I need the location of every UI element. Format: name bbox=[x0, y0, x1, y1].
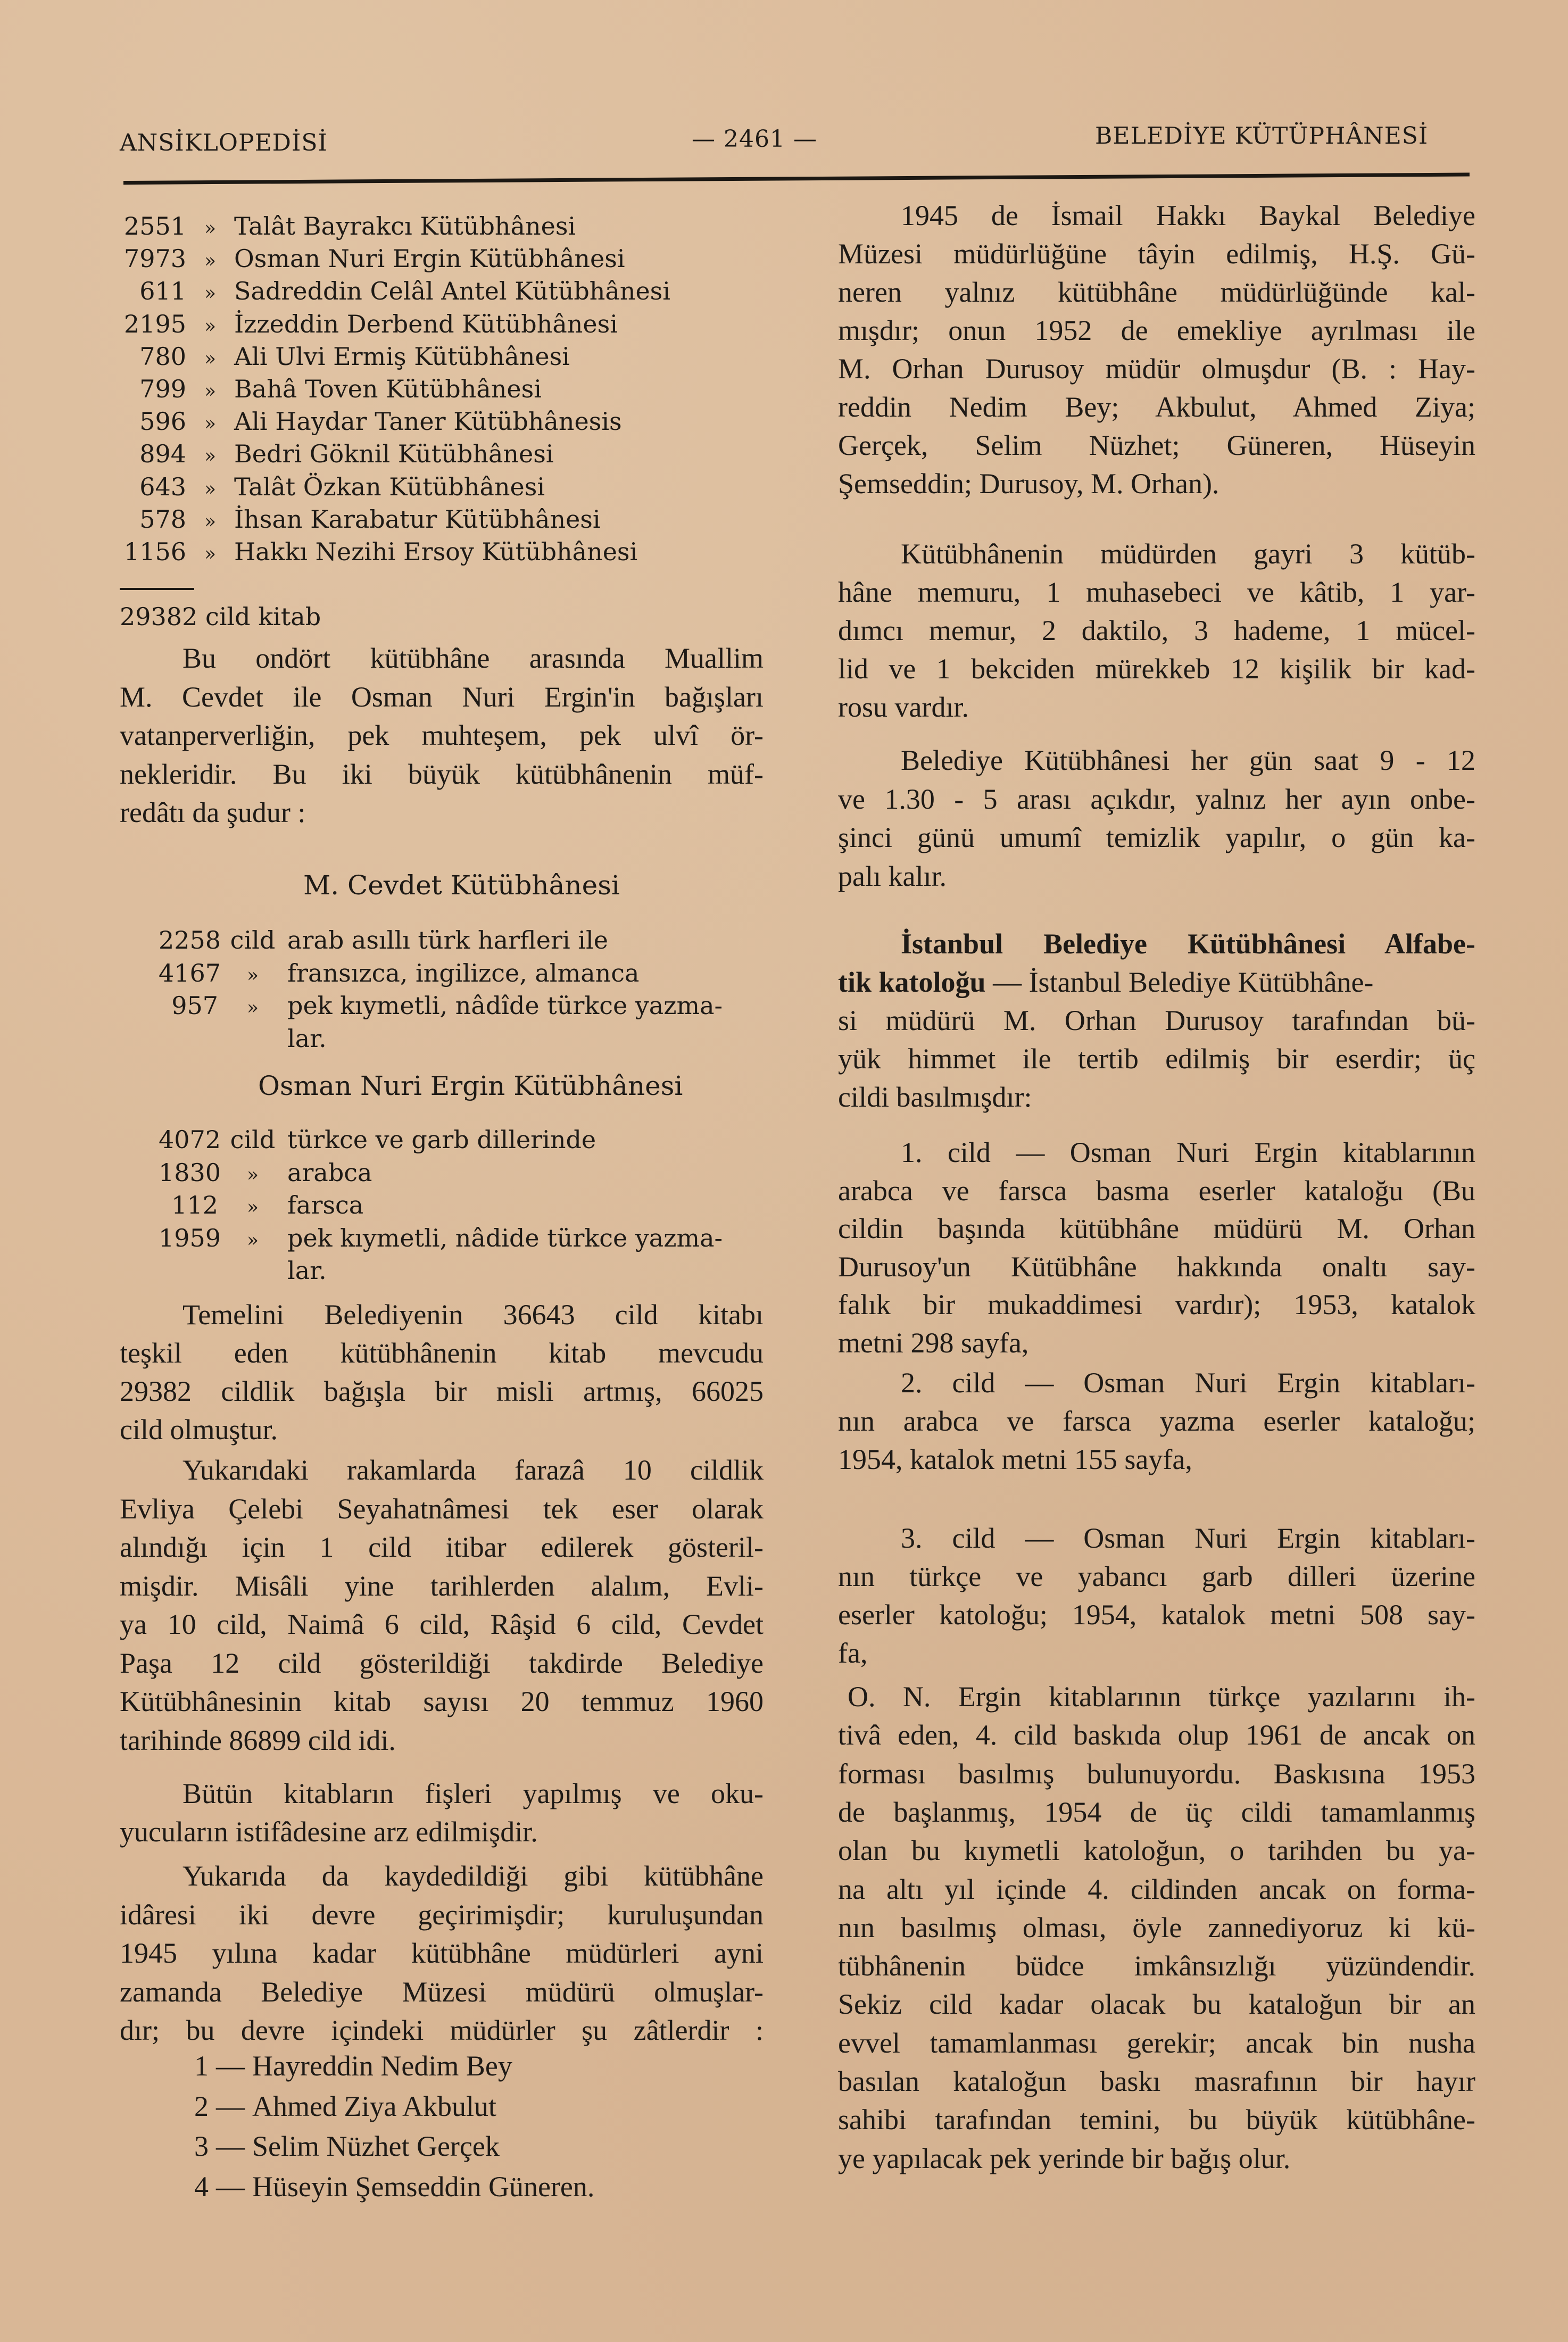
text-line: na altı yıl içinde 4. cildinden ancak on forma- bbox=[838, 1873, 1475, 1905]
text-line: neren yalnız kütübhâne müdürlüğünde kal- bbox=[838, 276, 1475, 308]
holding-count: 2258 bbox=[159, 926, 221, 954]
holding-row bbox=[159, 991, 723, 1020]
donation-count: 596 bbox=[139, 407, 186, 436]
em-dash: — bbox=[216, 2130, 245, 2162]
donation-row bbox=[120, 439, 554, 468]
holding-count: 112 bbox=[171, 1191, 218, 1219]
holding-description: pek kıymetli, nâdîde türkce yazma- bbox=[287, 991, 723, 1020]
text-line: zamanda Belediye Müzesi müdürü olmuşlar- bbox=[120, 1975, 764, 2008]
em-dash: — bbox=[216, 2090, 245, 2122]
director-row bbox=[194, 2170, 594, 2203]
holding-unit: cild bbox=[230, 926, 276, 954]
donation-library-name: Sadreddin Celâl Antel Kütübhânesi bbox=[234, 277, 670, 306]
em-dash: — bbox=[216, 2170, 245, 2203]
text-line: teşkil eden kütübhânenin kitab mevcudu bbox=[120, 1337, 764, 1369]
text-line: evvel tamamlanması gerekir; ancak bin nusha bbox=[838, 2027, 1475, 2059]
donation-row bbox=[120, 537, 637, 566]
text-line: nın basılmış olması, öyle zannediyoruz ki kü- bbox=[838, 1911, 1475, 1944]
director-number: 2 bbox=[194, 2090, 209, 2122]
donation-count: 643 bbox=[139, 472, 186, 501]
donation-count: 7973 bbox=[123, 244, 186, 273]
holding-count: 957 bbox=[171, 991, 218, 1020]
text-line: falık bir mukaddimesi vardır); 1953, katalok bbox=[838, 1289, 1475, 1321]
text-line: tübhânenin büdce imkânsızlığı yüzündendir. bbox=[838, 1950, 1475, 1982]
holding-description: farsca bbox=[287, 1191, 364, 1219]
text-line: reddin Nedim Bey; Akbulut, Ahmed Ziya; bbox=[838, 391, 1475, 423]
text-line: Müzesi müdürlüğüne tâyin edilmiş, H.Ş. Gü- bbox=[838, 238, 1475, 270]
ditto-mark: » bbox=[204, 347, 217, 370]
text-line: Temelini Belediyenin 36643 cild kitabı bbox=[182, 1299, 764, 1331]
text-line: yük himmet ile tertib edilmiş bir eserdir; üç bbox=[838, 1043, 1475, 1075]
holding-row bbox=[159, 1256, 327, 1285]
text-line: 2. cild — Osman Nuri Ergin kitabları- bbox=[901, 1367, 1475, 1399]
donation-count: 2551 bbox=[123, 212, 186, 240]
catalog-title-cont: tik katoloğu bbox=[838, 966, 986, 998]
holding-row bbox=[159, 1125, 596, 1154]
holding-description: türkce ve garb dillerinde bbox=[287, 1125, 596, 1154]
text-line: de başlanmış, 1954 de üç cildi tamamlanmış bbox=[838, 1796, 1475, 1828]
text-line: cild olmuştur. bbox=[120, 1414, 278, 1446]
director-name: Selim Nüzhet Gerçek bbox=[252, 2130, 500, 2162]
ditto-mark: » bbox=[204, 413, 217, 435]
holding-unit: » bbox=[246, 1229, 259, 1251]
text-line: nın türkçe ve yabancı garb dilleri üzerine bbox=[838, 1560, 1475, 1592]
ditto-mark: » bbox=[204, 543, 217, 565]
text-line: 1954, katalok metni 155 sayfa, bbox=[838, 1443, 1192, 1475]
text-line: M. Cevdet ile Osman Nuri Ergin'in bağışları bbox=[120, 680, 764, 713]
holding-description: lar. bbox=[287, 1256, 327, 1285]
text-line: yucuların istifâdesine arz edilmişdir. bbox=[120, 1816, 538, 1848]
holding-row bbox=[159, 959, 639, 987]
donation-row bbox=[120, 277, 670, 305]
holding-description: arab asıllı türk harfleri ile bbox=[287, 926, 608, 954]
text-line: Bütün kitabların fişleri yapılmış ve oku- bbox=[182, 1778, 764, 1809]
text-line: rosu vardır. bbox=[838, 691, 969, 723]
holding-count: 1830 bbox=[159, 1158, 221, 1187]
ditto-mark: » bbox=[204, 218, 217, 239]
director-row bbox=[194, 2130, 500, 2163]
donation-row bbox=[120, 244, 625, 273]
text-line: lid ve 1 bekciden mürekkeb 12 kişilik bir kad- bbox=[838, 653, 1475, 685]
donation-library-name: Talât Özkan Kütübhânesi bbox=[234, 472, 545, 501]
text-line: forması basılmış bulunuyordu. Baskısına 1953 bbox=[838, 1757, 1475, 1790]
holding-unit: » bbox=[246, 1197, 259, 1218]
donation-row bbox=[120, 472, 545, 501]
text-line: 1945 yılına kadar kütübhâne müdürleri ayni bbox=[120, 1937, 764, 1969]
text-line: mışdır; onun 1952 de emekliye ayrılması ile bbox=[838, 314, 1475, 346]
ditto-mark: » bbox=[204, 250, 217, 272]
text-line: ve 1.30 - 5 arası açıkdır, yalnız her ayın onbe- bbox=[838, 783, 1475, 815]
text-line: tarihinde 86899 cild idi. bbox=[120, 1724, 396, 1756]
director-number: 1 bbox=[194, 2050, 209, 2082]
text-line: 1945 de İsmail Hakkı Baykal Belediye bbox=[901, 200, 1475, 231]
text-line: metni 298 sayfa, bbox=[838, 1326, 1029, 1359]
text-line: Kütübhânesinin kitab sayısı 20 temmuz 1960 bbox=[120, 1685, 764, 1717]
running-head-left: ANSİKLOPEDİSİ bbox=[120, 129, 328, 156]
text-line: nekleridir. Bu iki büyük kütübhânenin müf- bbox=[120, 758, 764, 790]
text-line: alındığı için 1 cild itibar edilerek gösteril- bbox=[120, 1531, 764, 1563]
text-line: palı kalır. bbox=[838, 860, 947, 892]
text-line: M. Orhan Durusoy müdür olmuşdur (B. : Hay- bbox=[838, 353, 1475, 385]
holding-row bbox=[159, 1191, 363, 1219]
ditto-mark: » bbox=[204, 283, 217, 305]
donation-count: 2195 bbox=[123, 309, 186, 338]
donation-library-name: Bahâ Toven Kütübhânesi bbox=[234, 375, 542, 403]
ditto-mark: » bbox=[204, 380, 217, 402]
donation-library-name: Osman Nuri Ergin Kütübhânesi bbox=[234, 244, 625, 273]
text-line: Sekiz cild kadar olacak bu kataloğun bir an bbox=[838, 1988, 1475, 2021]
ditto-mark: » bbox=[204, 478, 217, 500]
donation-row bbox=[120, 407, 622, 436]
director-row bbox=[194, 2049, 512, 2082]
text-line: hâne memuru, 1 muhasebeci ve kâtib, 1 yar- bbox=[838, 576, 1475, 608]
text-line: idâresi iki devre geçirimişdir; kuruluşundan bbox=[120, 1898, 764, 1931]
text-line: arabca ve farsca basma eserler kataloğu (Bu bbox=[838, 1174, 1475, 1207]
text-line: nın arabca ve farsca yazma eserler kataloğu; bbox=[838, 1405, 1475, 1437]
text-line: Belediye Kütübhânesi her gün saat 9 - 12 bbox=[901, 744, 1475, 776]
donation-count: 799 bbox=[139, 375, 186, 403]
text-line: Yukarıdaki rakamlarda farazâ 10 cildlik bbox=[182, 1454, 764, 1486]
holding-unit: cild bbox=[230, 1125, 276, 1154]
catalog-title: İstanbul Belediye Kütübhânesi Alfabe- bbox=[901, 928, 1475, 960]
holding-count: 4167 bbox=[159, 958, 221, 987]
holding-unit: » bbox=[246, 964, 259, 986]
text-line: Gerçek, Selim Nüzhet; Güneren, Hüseyin bbox=[838, 429, 1475, 461]
director-number: 3 bbox=[194, 2130, 209, 2162]
director-name: Hüseyin Şemseddin Güneren. bbox=[252, 2170, 595, 2203]
donation-count: 1156 bbox=[123, 537, 186, 566]
text-line: cildi basılmışdır: bbox=[838, 1081, 1032, 1113]
donation-library-name: Ali Ulvi Ermiş Kütübhânesi bbox=[234, 342, 570, 371]
donation-count: 578 bbox=[139, 504, 186, 534]
text-line: dır; bu devre içindeki müdürler şu zâtlerdir : bbox=[120, 2014, 764, 2046]
text-line: ye yapılacak pek yerinde bir bağış olur. bbox=[838, 2142, 1291, 2174]
holding-count: 1959 bbox=[159, 1223, 221, 1252]
text-line: sahibi tarafından temini, bu büyük kütübhâne- bbox=[838, 2104, 1475, 2136]
text-line: dımcı memur, 2 daktilo, 3 hademe, 1 mücel- bbox=[838, 614, 1475, 646]
text-line: basılan kataloğun baskı masrafının bir hayır bbox=[838, 2065, 1475, 2097]
director-number: 4 bbox=[194, 2170, 209, 2203]
text-line: Evliya Çelebi Seyahatnâmesi tek eser olarak bbox=[120, 1492, 764, 1525]
text-line: cildin başında kütübhâne müdürü M. Orhan bbox=[838, 1212, 1475, 1244]
text-line: olan bu kıymetli katoloğun, o tarihden bu ya- bbox=[838, 1834, 1475, 1867]
text-line: tivâ eden, 4. cild baskıda olup 1961 de ancak on bbox=[838, 1719, 1475, 1751]
sum-rule bbox=[120, 588, 194, 590]
holding-row bbox=[159, 926, 608, 954]
text-line: Yukarıda da kaydedildiği gibi kütübhâne bbox=[182, 1860, 764, 1892]
donation-count: 894 bbox=[139, 439, 186, 469]
text-line: O. N. Ergin kitablarının türkçe yazılarını ih- bbox=[848, 1681, 1475, 1713]
donation-row bbox=[120, 212, 576, 240]
text-line: Şemseddin; Durusoy, M. Orhan). bbox=[838, 468, 1219, 500]
running-head-right: BELEDİYE KÜTÜPHÂNESİ bbox=[1095, 122, 1429, 150]
donation-row bbox=[120, 505, 601, 534]
ergin-library-title: Osman Nuri Ergin Kütübhânesi bbox=[258, 1070, 683, 1101]
donation-row bbox=[120, 375, 542, 403]
text-line: Durusoy'un Kütübhâne hakkında onaltı say- bbox=[838, 1250, 1475, 1283]
text-line: mişdir. Misâli yine tarihlerden alalım, Evli- bbox=[120, 1569, 764, 1602]
cevdet-library-title: M. Cevdet Kütübhânesi bbox=[303, 870, 620, 901]
ditto-mark: » bbox=[204, 315, 217, 337]
page-number: — 2461 — bbox=[692, 126, 817, 153]
donation-library-name: İzzeddin Derbend Kütübhânesi bbox=[234, 309, 618, 338]
text-line bbox=[838, 966, 1475, 999]
holding-row bbox=[159, 1224, 723, 1252]
holding-description: pek kıymetli, nâdide türkce yazma- bbox=[287, 1223, 723, 1252]
holding-unit: » bbox=[246, 997, 259, 1019]
text-line: redâtı da şudur : bbox=[120, 796, 306, 828]
donation-row bbox=[120, 342, 570, 371]
text-line: fa, bbox=[838, 1637, 868, 1669]
donation-library-name: İhsan Karabatur Kütübhânesi bbox=[234, 504, 601, 534]
text-line: 1. cild — Osman Nuri Ergin kitablarının bbox=[901, 1136, 1475, 1168]
donation-count: 780 bbox=[139, 342, 186, 371]
ditto-mark: » bbox=[204, 445, 217, 468]
text-line: si müdürü M. Orhan Durusoy tarafından bü- bbox=[838, 1004, 1475, 1036]
text-line: 29382 cildlik bağışla bir misli artmış, 66025 bbox=[120, 1375, 764, 1407]
holding-row bbox=[159, 1024, 327, 1053]
text-line: Kütübhânenin müdürden gayri 3 kütüb- bbox=[901, 538, 1475, 570]
em-dash: — bbox=[216, 2050, 245, 2082]
director-name: Ahmed Ziya Akbulut bbox=[252, 2090, 496, 2122]
text-segment: — İstanbul Belediye Kütübhâne- bbox=[985, 966, 1374, 998]
donation-library-name: Ali Haydar Taner Kütübhânesis bbox=[234, 407, 622, 436]
text-line: Paşa 12 cild gösterildiği takdirde Belediye bbox=[120, 1647, 764, 1679]
total-books: 29382 cild kitab bbox=[120, 602, 321, 631]
director-name: Hayreddin Nedim Bey bbox=[252, 2050, 512, 2082]
holding-description: arabca bbox=[287, 1158, 372, 1187]
donation-library-name: Bedri Göknil Kütübhânesi bbox=[234, 439, 554, 469]
text-line: eserler katoloğu; 1954, katalok metni 508 say- bbox=[838, 1599, 1475, 1631]
donation-library-name: Hakkı Nezihi Ersoy Kütübhânesi bbox=[234, 537, 638, 566]
text-line: şinci günü umumî temizlik yapılır, o gün ka- bbox=[838, 821, 1475, 853]
text-line: vatanperverliğin, pek muhteşem, pek ulvî ör- bbox=[120, 719, 764, 751]
donation-row bbox=[120, 310, 618, 338]
holding-description: lar. bbox=[287, 1024, 327, 1053]
holding-count: 4072 bbox=[159, 1125, 221, 1154]
text-line: ya 10 cild, Naimâ 6 cild, Râşid 6 cild, Cevdet bbox=[120, 1608, 764, 1640]
text-line: 3. cild — Osman Nuri Ergin kitabları- bbox=[901, 1522, 1475, 1554]
holding-unit: » bbox=[246, 1164, 259, 1186]
header-rule bbox=[123, 173, 1470, 185]
director-row bbox=[194, 2090, 496, 2123]
holding-description: fransızca, ingilizce, almanca bbox=[287, 958, 640, 987]
holding-row bbox=[159, 1158, 372, 1187]
donation-count: 611 bbox=[139, 277, 186, 306]
donation-library-name: Talât Bayrakcı Kütübhânesi bbox=[234, 212, 576, 240]
text-line: Bu ondört kütübhâne arasında Muallim bbox=[182, 642, 764, 674]
ditto-mark: » bbox=[204, 510, 217, 533]
